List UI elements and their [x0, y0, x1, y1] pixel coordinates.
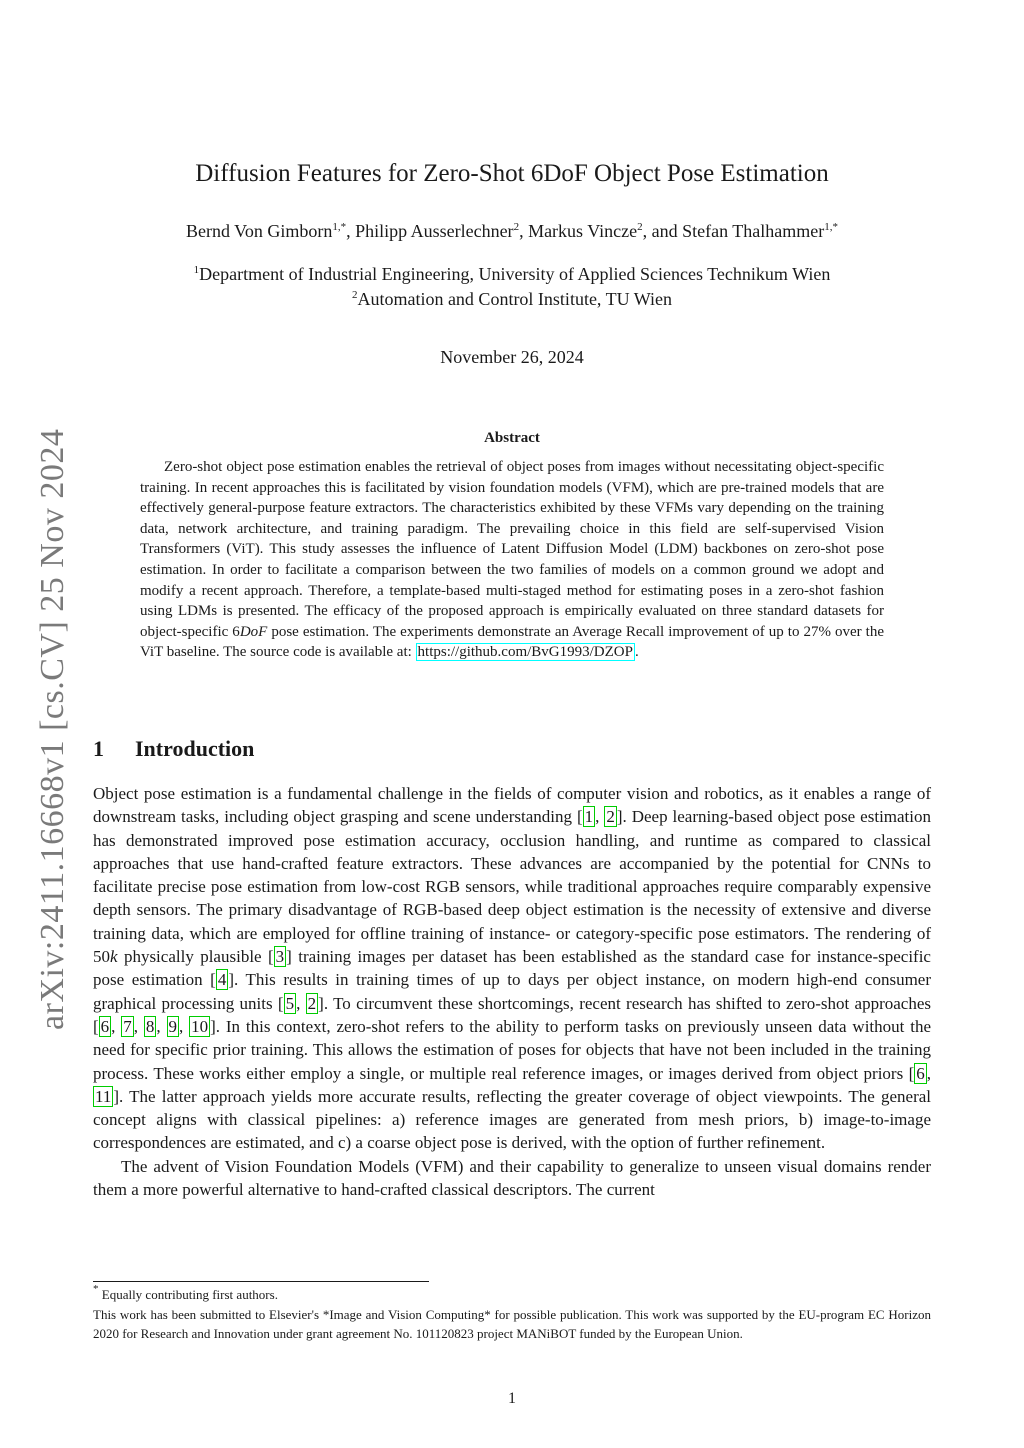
intro-text: Object pose estimation is a fundamental challenge in the fields of computer vision and robotics, as it enables a range of downstream tasks, including object grasping and scene understanding	[93, 784, 931, 827]
author-separator: ,	[519, 221, 529, 241]
footnote-2: This work has been submitted to Elsevier's *Image and Vision Computing* for possible publication. This work was supported by the EU-program EC Horizon 2020 for Research and Innovation under grant agreement No. 101120823 project MANiBOT funded by the European Union.	[93, 1306, 931, 1341]
intro-text: . The latter approach yields more accurate results, reflecting the greater coverage of object viewpoints. The general concept aligns with classical pipelines: a) reference images are generated from mesh priors, b) image-to-image correspondences are estimated, and c) a coarse object pose is derived, with the option of further refinement.	[93, 1086, 931, 1153]
abstract-heading: Abstract	[484, 430, 540, 446]
source-code-link[interactable]: https://github.com/BvG1993/DZOP	[417, 644, 633, 661]
citation-link[interactable]: 5	[285, 993, 295, 1013]
abstract-text: Zero-shot object pose estimation enables the retrieval of object poses from images without necessitating object-specific training. In recent approaches this is facilitated by vision foundation models (VFM), which are pre-trained models that are effectively general-purpose feature extractors. The characteristics exhibited by these VFMs vary depending on the training data, network architecture, and training paradigm. The prevailing choice in this field are self-supervised Vision Transformers (ViT). This study assesses the influence of Latent Diffusion Model (LDM) backbones on zero-shot pose estimation. In order to facilitate a comparison between the two families of models on a common ground we adopt and modify a recent approach. Therefore, a template-based multi-staged method for estimating poses in a zero-shot fashion using LDMs is presented. The efficacy of the proposed approach is empirically evaluated on three standard datasets for object-specific 6	[140, 459, 884, 640]
intro-italic-k: k	[110, 947, 118, 967]
citation-link[interactable]: 1	[584, 807, 594, 827]
abstract-body	[140, 457, 884, 663]
author-affiliation-mark: 1,*	[332, 221, 347, 233]
author-separator: ,	[346, 221, 356, 241]
author-name: Philipp Ausserlechner	[355, 221, 514, 241]
intro-text: physically plausible	[117, 947, 268, 967]
intro-text: . This results in training times of up to days per object instance, on modern high-end consumer graphical processing units	[93, 970, 932, 1013]
citation-link[interactable]: 11	[95, 1086, 112, 1106]
affiliation-2	[0, 289, 1024, 310]
intro-paragraph-1: Object pose estimation is a fundamental challenge in the fields of computer vision and robotics, as it enables a range of downstream tasks, including object grasping and scene understanding [ 1 , 2 ]. Deep learning-based object pose estimation has demonstrated improved pose estimation accuracy, occlusion handling, and runtime as compared to classical approaches that use hand-crafted feature extractors. These advances are accompanied by the potential for CNNs to facilitate precise pose estimation from low-cost RGB sensors, while traditional approaches require comparably expensive depth sensors. The primary disadvantage of RGB-based deep object estimation is the necessity of extensive and diverse training data, which are employed for offline training of instance- or category-specific pose estimators. The rendering of 50k physically plausible [ 3 ] training images per dataset has been established as the standard case for instance-specific pose estimation [ 4 ]. This results in training times of up to days per object instance, on modern high-end consumer graphical processing units [ 5 , 2 ]. To circumvent these shortcomings, recent research has shifted to zero-shot approaches [ 6 , 7 , 8 , 9 , 10 ]. In this context, zero-shot refers to the ability to perform tasks on previously unseen data without the need for specific prior training. This allows the estimation of poses for objects that have not been included in the training process. These works either employ a single, or multiple real reference images, or images derived from object priors [ 6 , 11 ]. The latter approach yields more accurate results, reflecting the greater coverage of object viewpoints. The general concept aligns with classical pipelines: a) reference images are generated from mesh priors, b) image-to-image correspondences are estimated, and c) a coarse object pose is derived, with the option of further refinement.	[93, 784, 932, 1153]
introduction-body	[93, 782, 931, 1201]
intro-text: training images per dataset has been established as the standard case for instance-specific pose estimation	[93, 947, 931, 990]
footnotes	[93, 1285, 931, 1344]
footnote-mark: *	[93, 1283, 99, 1295]
publication-date: November 26, 2024	[440, 347, 584, 367]
citation-link[interactable]: 6	[100, 1016, 110, 1036]
affiliation-mark: 2	[351, 289, 358, 301]
arxiv-identifier-stamp: arXiv:2411.16668v1 [cs.CV] 25 Nov 2024	[34, 428, 71, 1030]
author-name: Bernd Von Gimborn	[185, 221, 333, 241]
citation-link[interactable]: 2	[606, 807, 615, 827]
author-affiliation-mark: 1,*	[824, 221, 838, 233]
affiliation-text: Department of Industrial Engineering, University of Applied Sciences Technikum Wien	[199, 264, 831, 284]
section-title: Introduction	[135, 736, 255, 761]
abstract-text: pose estimation. The experiments demonstrate an Average Recall improvement of up to 27% over the ViT baseline. The source code is available at:	[140, 623, 884, 661]
section-number: 1	[93, 736, 104, 761]
intro-text: . Deep learning-based object pose estimation has demonstrated improved pose estimation accuracy, occlusion handling, and runtime as compared to classical approaches that use hand-crafted feature extractors. These advances are accompanied by the potential for CNNs to facilitate precise pose estimation from low-cost RGB sensors, while traditional approaches require comparably expensive depth sensors. The primary disadvantage of RGB-based deep object estimation is the necessity of extensive and diverse training data, which are employed for offline training of instance- or category-specific pose estimators. The rendering of 50	[93, 807, 932, 967]
abstract-text: .	[634, 644, 639, 661]
citation-link[interactable]: 4	[217, 970, 227, 990]
author-separator: , and	[642, 221, 683, 241]
author-name: Markus Vincze	[528, 221, 638, 241]
page-number: 1	[508, 1390, 516, 1407]
author-list	[0, 221, 1024, 242]
citation-link[interactable]: 7	[123, 1016, 132, 1036]
affiliation-1	[0, 264, 1024, 285]
citation-link[interactable]: 3	[275, 947, 285, 967]
citation-link[interactable]: 8	[145, 1016, 155, 1036]
footnote-text: Equally contributing first authors.	[98, 1287, 278, 1302]
citation-link[interactable]: 10	[191, 1016, 209, 1036]
affiliation-text: Automation and Control Institute, TU Wien	[357, 289, 673, 309]
intro-paragraph-2: The advent of Vision Foundation Models (VFM) and their capability to generalize to unseen visual domains render them a more powerful alternative to hand-crafted classical descriptors. The current	[93, 1156, 931, 1200]
affiliation-mark: 1	[193, 264, 200, 276]
author-affiliation-mark: 2	[637, 221, 643, 233]
author-affiliation-mark: 2	[513, 221, 520, 233]
paper-title: Diffusion Features for Zero-Shot 6DoF Object Pose Estimation	[195, 160, 829, 187]
intro-text: . In this context, zero-shot refers to the ability to perform tasks on previously unseen data without the need for specific prior training. This allows the estimation of poses for objects that have not been included in the training process. These works either employ a single, or multiple real reference images, or images derived from object priors	[93, 1016, 931, 1083]
section-heading-introduction	[93, 736, 254, 762]
abstract-italic-dof: DoF	[239, 623, 268, 640]
citation-link[interactable]: 9	[168, 1016, 177, 1036]
footnote-divider	[93, 1281, 429, 1282]
intro-text: . To circumvent these shortcomings, recent research has shifted to zero-shot approaches	[323, 993, 932, 1013]
footnote-1	[93, 1285, 931, 1305]
author-name: Stefan Thalhammer	[682, 221, 825, 241]
citation-link[interactable]: 6	[916, 1063, 925, 1083]
citation-link[interactable]: 2	[307, 993, 317, 1013]
